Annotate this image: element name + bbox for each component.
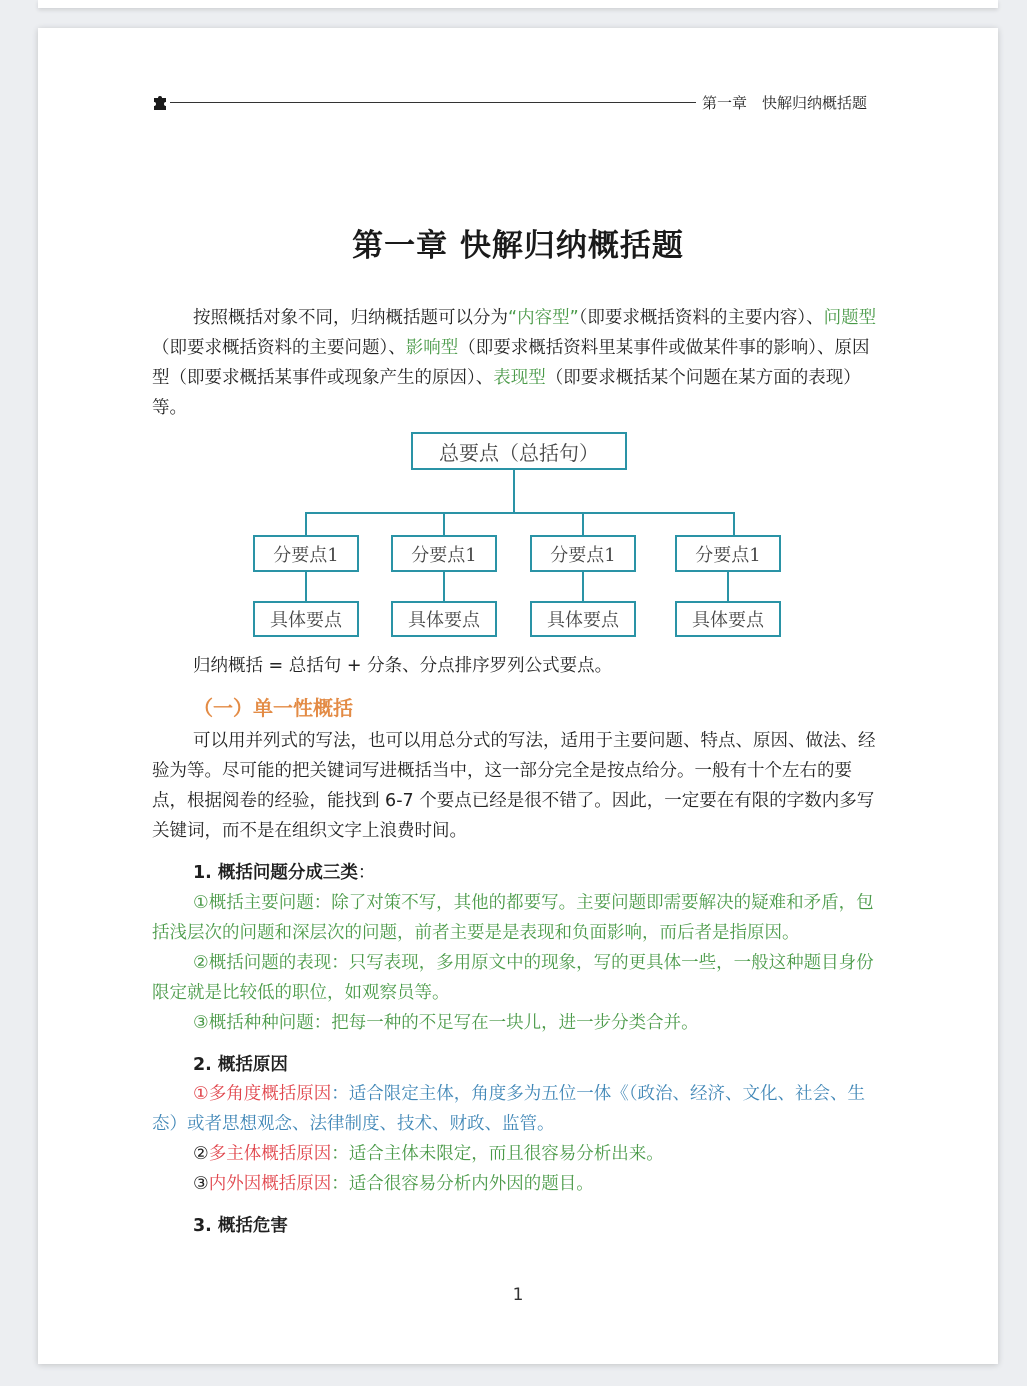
page-number: 1 bbox=[512, 1285, 524, 1305]
item1-point-c: ③概括种种问题：把每一种的不足写在一块儿，进一步分类合并。 bbox=[193, 1013, 699, 1033]
diagram-leaf-box: 具体要点 bbox=[530, 601, 636, 637]
term-manifestation-type: 表现型 bbox=[493, 368, 546, 388]
running-header-title: 第一章 快解归纳概括题 bbox=[702, 94, 868, 112]
diagram-leaf-box: 具体要点 bbox=[253, 601, 359, 637]
term-problem-type: 问题型 bbox=[823, 308, 877, 328]
item1-point-a: ①概括主要问题：除了对策不写，其他的都要写。主要问题即需要解决的疑难和矛盾，包括浅层次的问题和深层次的问题，前者主要是是表现和负面影响，而后者是指原因。 bbox=[152, 893, 874, 943]
item2-point-b: ②多主体概括原因：适合主体未限定，而且很容易分析出来。 bbox=[193, 1144, 664, 1164]
diagram-connector bbox=[443, 512, 445, 536]
section-body: 可以用并列式的写法，也可以用总分式的写法，适用于主要问题、特点、原因、做法、经验为等。尽可能的把关键词写进概括当中，这一部分完全是按点给分。一般有十个左右的要点，根据阅卷的经验，能找到 6-7 个要点已经是很不错了。因此，一定要在有限的字数内多写关键词，而不是在组织文字上浪费时间。 bbox=[152, 731, 876, 841]
diagram-branch-box: 分要点1 bbox=[253, 535, 359, 572]
puzzle-icon bbox=[152, 93, 170, 111]
item2-point-a: ①多角度概括原因：适合限定主体，角度多为五位一体《（政治、经济、文化、社会、生态）或者思想观念、法律制度、技术、财政、监管。 bbox=[152, 1084, 865, 1134]
section-heading: （一）单一性概括 bbox=[193, 696, 353, 720]
diagram-connector bbox=[305, 512, 735, 514]
formula-line: 归纳概括 = 总括句 + 分条、分点排序罗列公式要点。 bbox=[193, 656, 613, 676]
item2-heading: 2. 概括原因 bbox=[193, 1055, 288, 1075]
item1-heading: 1. 概括问题分成三类： bbox=[193, 863, 376, 883]
item3-heading: 3. 概括危害 bbox=[193, 1216, 288, 1236]
diagram-leaf-box: 具体要点 bbox=[675, 601, 781, 637]
document-page bbox=[38, 28, 998, 1364]
diagram-connector bbox=[727, 572, 729, 602]
diagram-leaf-box: 具体要点 bbox=[391, 601, 497, 637]
diagram-connector bbox=[305, 572, 307, 602]
header-rule bbox=[170, 102, 696, 103]
diagram-branch-box: 分要点1 bbox=[530, 535, 636, 572]
previous-page-edge bbox=[38, 0, 998, 8]
term-content-type: “内容型” bbox=[508, 308, 579, 328]
item2-point-c: ③内外因概括原因：适合很容易分析内外因的题目。 bbox=[193, 1174, 594, 1194]
diagram-branch-box: 分要点1 bbox=[391, 535, 497, 572]
item1-point-b: ②概括问题的表现：只写表现，多用原文中的现象，写的更具体一些，一般这种题目身份限定就是比较低的职位，如观察员等。 bbox=[152, 953, 874, 1003]
diagram-branch-box: 分要点1 bbox=[675, 535, 781, 572]
diagram-connector bbox=[513, 470, 515, 513]
diagram-root-box: 总要点（总括句） bbox=[411, 432, 627, 470]
term-impact-type: 影响型 bbox=[405, 338, 459, 358]
intro-paragraph: 按照概括对象不同，归纳概括题可以分为“内容型”（即要求概括资料的主要内容）、问题型（即要求概括资料的主要问题）、影响型（即要求概括资料里某事件或做某件事的影响）、原因型（即要求概括某事件或现象产生的原因）、表现型（即要求概括某个问题在某方面的表现）等。 bbox=[152, 308, 877, 418]
diagram-connector bbox=[582, 572, 584, 602]
diagram-connector bbox=[305, 512, 307, 536]
chapter-title: 第一章 快解归纳概括题 bbox=[352, 228, 684, 264]
diagram-connector bbox=[733, 512, 735, 536]
diagram-connector bbox=[443, 572, 445, 602]
diagram-connector bbox=[582, 512, 584, 536]
